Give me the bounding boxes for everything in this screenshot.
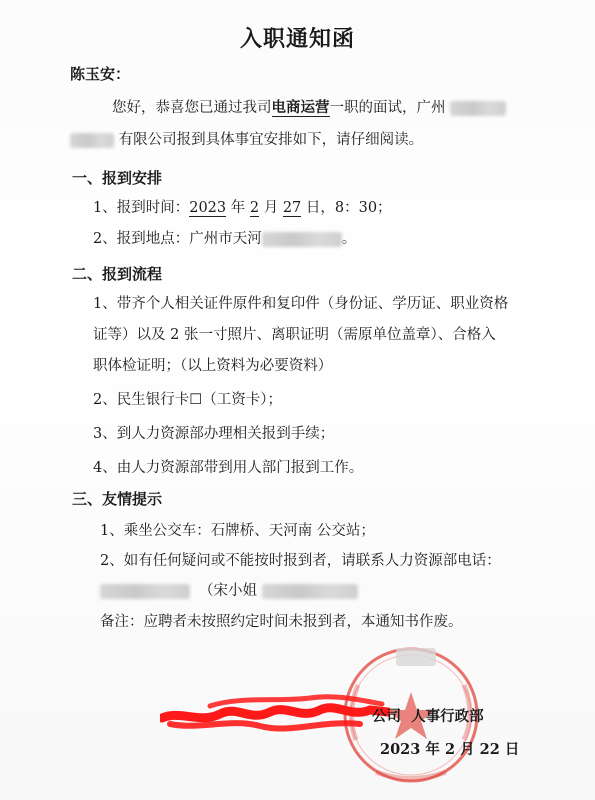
section3-heading: 三、友情提示 <box>72 490 163 508</box>
report-place <box>93 229 356 249</box>
redacted-phone-row <box>100 581 190 601</box>
contact-name <box>199 581 358 601</box>
time-day: 27 <box>282 200 302 216</box>
time-year: 2023 <box>189 200 227 216</box>
section2-heading: 二、报到流程 <box>72 265 163 283</box>
process-item3: 3、到人力资源部办理相关报到手续； <box>93 426 335 442</box>
tip-item2: 2、如有任何疑问或不能按时报到者，请联系人力资源部电话： <box>100 553 501 569</box>
process-item1-line2: 证等）以及 2 张一寸照片、离职证明（需原单位盖章）、合格入 <box>93 327 496 343</box>
intro-text-mid: 一职的面试，广州 <box>329 100 446 116</box>
redacted-address <box>262 232 342 247</box>
time-rest: 日，8：30； <box>305 200 392 216</box>
time-month-unit: 月 <box>263 200 279 216</box>
process-item2: 2、民生银行卡☐（工资卡）； <box>93 392 282 408</box>
time-label: 1、报到时间： <box>93 200 190 216</box>
note: 备注：应聘者未按照约定时间未报到者，本通知书作废。 <box>100 614 463 630</box>
intro-text-pre: 您好，恭喜您已通过我司 <box>112 100 272 116</box>
signature-dept <box>372 707 484 727</box>
report-time <box>93 198 392 218</box>
redacted-phone <box>100 584 190 599</box>
position-name: 电商运营 <box>271 99 330 116</box>
redacted-company-part2 <box>70 133 114 148</box>
time-month: 2 <box>249 200 260 216</box>
signature-dept-name: 人事行政部 <box>411 708 484 725</box>
process-item1-line1: 1、带齐个人相关证件原件和复印件（身份证、学历证、职业资格 <box>93 296 509 312</box>
place-label: 2、报到地点：广州市天河 <box>93 231 262 247</box>
salutation: 陈玉安： <box>70 65 131 83</box>
red-scribble <box>160 680 390 740</box>
intro-line2-text: 有限公司报到具体事宜安排如下，请仔细阅读。 <box>118 132 424 148</box>
letter-title: 入职通知函 <box>239 26 355 52</box>
intro-line-2 <box>70 130 423 150</box>
signature-date: 2023 年 2 月 22 日 <box>380 741 520 758</box>
intro-line-1 <box>112 98 506 118</box>
process-item1-line3: 职体检证明；（以上资料为必要资料） <box>93 358 333 374</box>
redacted-company-part1 <box>450 101 506 116</box>
contact-text: （宋小姐 <box>199 583 257 599</box>
signature-company: 公司 <box>372 708 401 725</box>
time-year-unit: 年 <box>230 200 246 216</box>
section1-heading: 一、报到安排 <box>72 169 163 187</box>
process-item4: 4、由人力资源部带到用人部门报到工作。 <box>93 460 364 476</box>
tip-item1: 1、乘坐公交车：石牌桥、天河南 公交站； <box>100 523 375 539</box>
place-end: 。 <box>341 231 357 247</box>
redacted-contact-extra <box>262 584 358 599</box>
